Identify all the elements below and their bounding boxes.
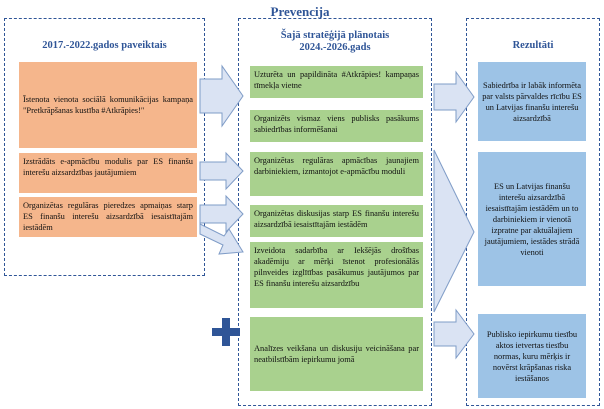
result-item-understanding [478, 152, 586, 286]
past-heading: 2017.-2022.gados paveiktais [42, 40, 167, 51]
planned-item-training: Organizētas regulāras apmācības jaunajiem darbiniekiem, izmantojot e-apmācību moduli [250, 152, 423, 196]
planned-heading-line1: Šajā stratēģijā plānotais [280, 30, 390, 41]
plus-icon [212, 318, 240, 346]
past-item-exchange: Organizētas regulāras pieredzes apmaiņas starp ES finanšu interešu aizsardzībā iesaistītajām iestādēm [19, 197, 197, 237]
planned-item-website: Uzturēta un papildināta #Atkrāpies! kampaņas tīmekļa vietne [250, 66, 423, 98]
arrow-right-icon [200, 196, 243, 232]
past-item-campaign [19, 62, 197, 148]
result-item-text: ES un Latvijas finanšu interešu aizsardzībā iesaistītajām iestādēm un to darbiniekiem ir vienotā izpratne par aktuālajiem jautājumiem, iestādes strādā vienoti [484, 181, 580, 257]
result-item-text: Sabiedrība ir labāk informēta par valsts pārvaldes rīcību ES un Latvijas finanšu interešu aizsardzībā [482, 80, 582, 123]
arrow-right-icon [200, 66, 243, 126]
arrow-right-icon [200, 153, 243, 189]
planned-item-academy: Izveidota sadarbība ar Iekšējās drošības akadēmiju ar mērķi īstenot profesionālās pilnveides izglītības pasākumus jautājumos par ES finanšu interešu aizsardzību [250, 242, 423, 308]
planned-heading [238, 30, 432, 54]
diagram-title: Prevencija [270, 4, 330, 19]
arrow-right-icon [434, 150, 474, 312]
result-item-procurement [478, 314, 586, 398]
planned-heading-line2: 2024.-2026.gads [299, 42, 371, 53]
results-heading: Rezultāti [512, 40, 554, 51]
arrow-right-icon [434, 310, 474, 358]
planned-item-discussions: Organizētas diskusijas starp ES finanšu interešu aizsardzībā iesaistītajām iestādēm [250, 205, 423, 237]
planned-item-public-event: Organizēts vismaz viens publisks pasākums sabiedrības informēšanai [250, 110, 423, 142]
result-item-text: Publisko iepirkumu tiesību aktos ietvertas tiesību normas, kuru mērķis ir novērst krāpšanas riska iestāšanos [486, 329, 578, 383]
past-item-elearning: Izstrādāts e-apmācību modulis par ES finanšu interešu aizsardzības jautājumiem [19, 153, 197, 193]
planned-item-text: Analīzes veikšana un diskusiju veicināšana par neatbilstībām iepirkumu jomā [254, 344, 419, 364]
result-item-informed [478, 62, 586, 141]
arrow-right-icon [200, 224, 243, 254]
past-item-text: Īstenota vienota sociālā komunikācijas kampaņa "Pretkrāpšanas kustība #Atkrāpies!" [23, 95, 193, 115]
arrow-right-icon [434, 72, 474, 122]
planned-item-analysis [250, 317, 423, 391]
